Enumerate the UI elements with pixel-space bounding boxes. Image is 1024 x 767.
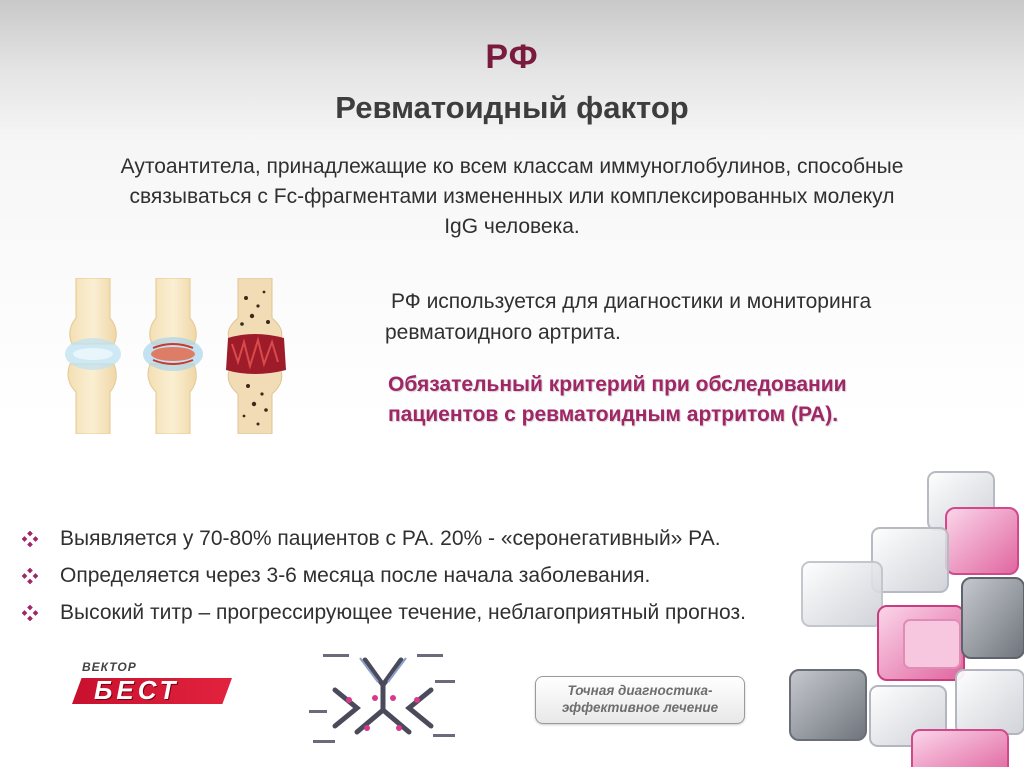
definition-line: Аутоантитела, принадлежащие ко всем классам иммуноглобулинов, способные <box>120 155 904 178</box>
usage-line: РФ используется для диагностики и мониторинга <box>391 290 872 313</box>
list-item <box>22 520 922 557</box>
bullet-list <box>22 520 922 631</box>
list-item <box>22 594 922 631</box>
slogan-box <box>535 676 745 724</box>
criterion-line: Обязательный критерий при обследовании <box>388 373 847 396</box>
inflamed-joint <box>143 278 203 434</box>
joint-illustration <box>58 278 298 434</box>
bullet-text: Выявляется у 70-80% пациентов с РА. 20% - «серонегативный» РА. <box>60 526 721 550</box>
usage-line: ревматоидного артрита. <box>385 321 621 344</box>
vector-best-logo <box>72 660 242 720</box>
definition-line: IgG человека. <box>444 215 580 238</box>
destroyed-joint <box>226 278 286 434</box>
logo-main-text: БЕСТ <box>94 675 180 705</box>
slogan-line: эффективное лечение <box>561 700 719 715</box>
slide-title: Ревматоидный фактор <box>335 90 689 125</box>
criterion-text <box>388 370 988 430</box>
criterion-line: пациентов с ревматоидным артритом (РА). <box>388 403 839 426</box>
logo-top-text: ВЕКТОР <box>82 660 137 674</box>
antibody-diagram <box>305 640 460 755</box>
slide-abbreviation: РФ <box>485 38 539 76</box>
bullet-text: Определяется через 3-6 месяца после начала заболевания. <box>60 563 651 587</box>
bullet-text: Высокий титр – прогрессирующее течение, неблагоприятный прогноз. <box>60 600 746 624</box>
healthy-joint <box>65 278 121 434</box>
list-item <box>22 557 922 594</box>
slogan-line: Точная диагностика- <box>567 683 713 698</box>
usage-text <box>385 286 985 348</box>
diamond-bullet-icon <box>22 605 38 621</box>
diamond-bullet-icon <box>22 568 38 584</box>
diamond-bullet-icon <box>22 531 38 547</box>
definition-line: связываться с Fc-фрагментами измененных или комплексированных молекул <box>129 185 895 208</box>
definition-text <box>30 152 994 242</box>
